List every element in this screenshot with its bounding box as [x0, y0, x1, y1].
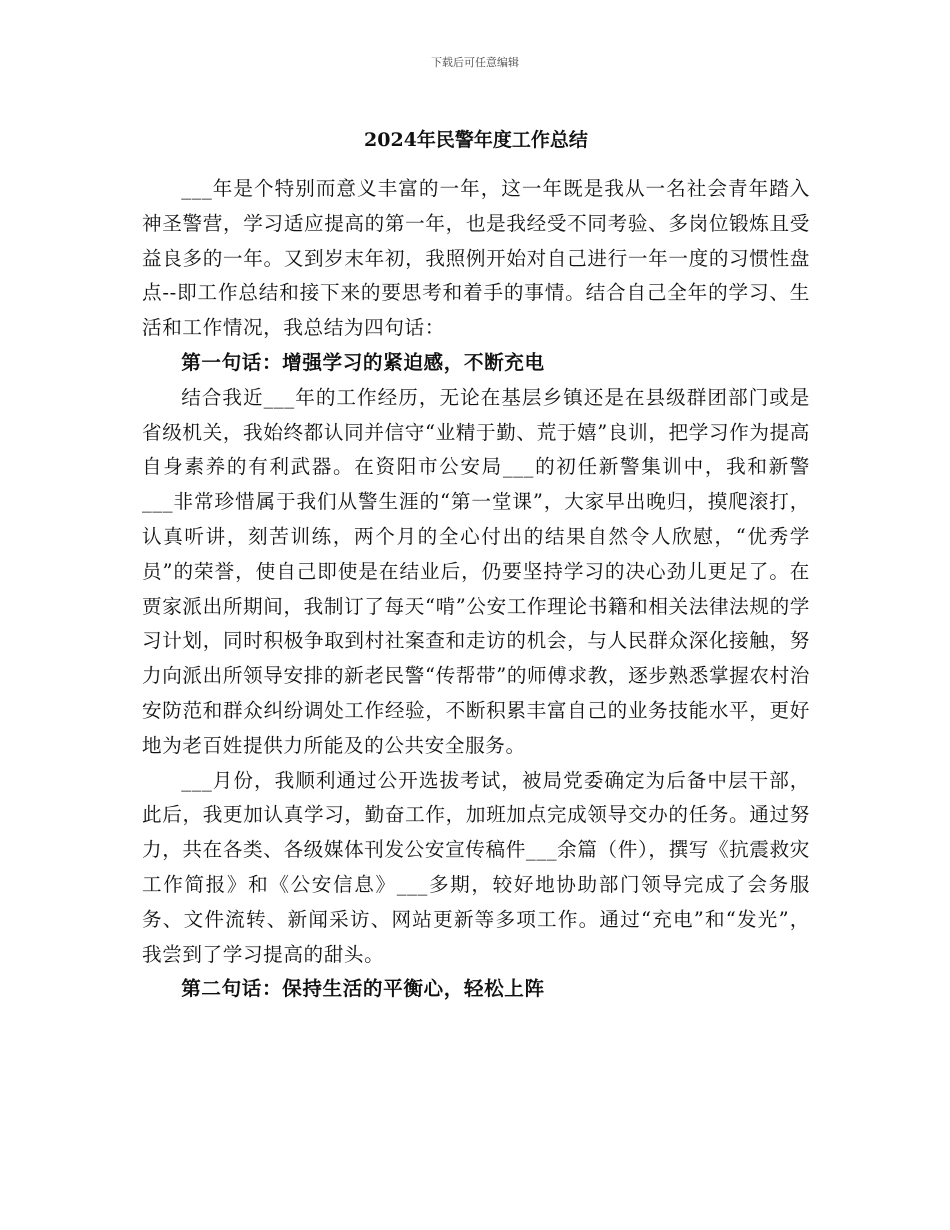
- document-title: 2024年民警年度工作总结: [364, 129, 588, 151]
- section-1-paragraph-1: 结合我近___年的工作经历，无论在基层乡镇还是在县级群团部门或是省级机关，我始终都认同并信守“业精于勤、荒于嬉”良训，把学习作为提高自身素养的有利武器。在资阳市公安局___的初任新警集训中，我和新警___非常珍惜属于我们从警生涯的“第一堂课”，大家早出晚归，摸爬滚打，认真听讲，刻苦训练，两个月的全心付出的结果自然令人欣慰，“优秀学员”的荣誉，使自己即使是在结业后，仍要坚持学习的决心劲儿更足了。在贾家派出所期间，我制订了每天“啃”公安工作理论书籍和相关法律法规的学习计划，同时积极争取到村社案查和走访的机会，与人民群众深化接触，努力向派出所领导安排的新老民警“传帮带”的师傅求教，逐步熟悉掌握农村治安防范和群众纠纷调处工作经验，不断积累丰富自己的业务技能水平，更好地为老百姓提供力所能及的公共安全服务。: [142, 385, 810, 757]
- section-heading-2: 第二句话：保持生活的平衡心，轻松上阵: [181, 977, 545, 1001]
- intro-paragraph: ___年是个特别而意义丰富的一年，这一年既是我从一名社会青年踏入神圣警营，学习适应提高的第一年，也是我经受不同考验、多岗位锻炼且受益良多的一年。又到岁末年初，我照例开始对自己进行一年一度的习惯性盘点--即工作总结和接下来的要思考和着手的事情。结合自己全年的学习、生活和工作情况，我总结为四句话：: [142, 177, 810, 340]
- page-header-note: 下载后可任意编辑: [431, 56, 519, 69]
- section-heading-1: 第一句话：增强学习的紧迫感，不断充电: [181, 350, 545, 374]
- document-body: [142, 122, 810, 1007]
- title-spacer: [142, 158, 810, 172]
- section-1-paragraph-2: ___月份，我顺利通过公开选拔考试，被局党委确定为后备中层干部，此后，我更加认真学习，勤奋工作，加班加点完成领导交办的任务。通过努力，共在各类、各级媒体刊发公安宣传稿件___余篇（件），撰写《抗震救灾工作简报》和《公安信息》___多期，较好地协助部门领导完成了会务服务、文件流转、新闻采访、网站更新等多项工作。通过“充电”和“发光”，我尝到了学习提高的甜头。: [142, 768, 810, 966]
